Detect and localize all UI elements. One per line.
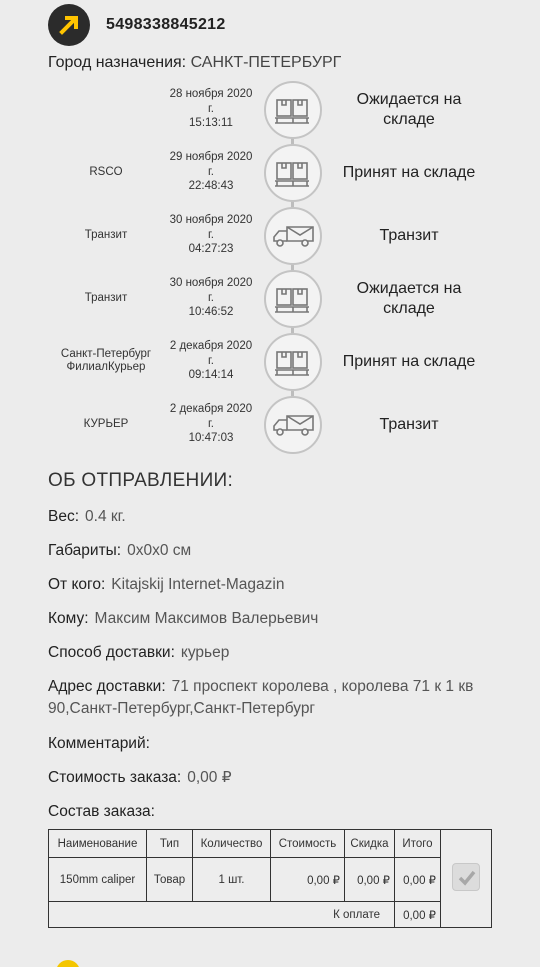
info-label: Габариты: (48, 542, 122, 559)
event-location: КУРЬЕР (83, 418, 129, 430)
event-date-suffix: г. (208, 228, 214, 241)
timeline-event (0, 395, 540, 455)
event-date-suffix: г. (208, 417, 214, 430)
event-date (160, 402, 262, 446)
event-date-day: 29 ноября 2020 (169, 151, 253, 163)
event-date (160, 87, 262, 131)
event-location: Санкт-Петербург ФилиалКурьер (60, 348, 152, 373)
info-label: Способ доставки: (48, 644, 175, 661)
event-status: Принят на складе (342, 164, 476, 181)
event-location: Транзит (84, 292, 128, 304)
info-value: Kitajskij Internet-Magazin (111, 576, 285, 593)
info-label: Состав заказа: (48, 803, 155, 820)
checkbox[interactable] (452, 863, 480, 891)
table-header-row (49, 830, 492, 858)
info-label: От кого: (48, 576, 106, 593)
checkmark-icon (453, 864, 481, 892)
section-title-about: ОБ ОТПРАВЛЕНИИ: (48, 470, 234, 491)
event-status: Транзит (379, 416, 439, 433)
event-status: Ожидается на складе (356, 280, 462, 317)
event-status: Транзит (379, 227, 439, 244)
warehouse-boxes-icon (264, 144, 322, 202)
table-row (49, 858, 492, 902)
info-value: 0,00 ₽ (187, 769, 232, 786)
event-date-day: 28 ноября 2020 (169, 88, 253, 100)
info-recipient (48, 608, 498, 630)
event-date-suffix: г. (208, 102, 214, 115)
event-date-suffix: г. (208, 165, 214, 178)
table-cell-discount: 0,00 ₽ (345, 858, 395, 902)
truck-icon (264, 207, 322, 265)
truck-icon (264, 396, 322, 454)
timeline-event (0, 80, 540, 140)
table-header: Итого (395, 830, 441, 858)
table-cell-name: 150mm caliper (49, 858, 147, 902)
order-table (48, 829, 492, 928)
info-value: Максим Максимов Валерьевич (94, 610, 319, 627)
info-delivery-address (48, 676, 488, 720)
destination-label: Город назначения: (48, 54, 187, 71)
tracking-number: 5498338845212 (106, 16, 226, 33)
info-value: 0x0x0 см (127, 542, 192, 559)
event-date-day: 30 ноября 2020 (169, 277, 253, 289)
table-cell-cost: 0,00 ₽ (271, 858, 345, 902)
logo[interactable] (48, 4, 90, 46)
event-status: Ожидается на складе (356, 91, 462, 128)
event-date-time: 09:14:14 (188, 369, 234, 381)
info-value: 0.4 кг. (85, 508, 126, 525)
timeline-event (0, 269, 540, 329)
select-cell (441, 830, 492, 928)
info-delivery-method (48, 642, 498, 664)
arrow-up-right-icon (58, 14, 80, 36)
info-label: Адрес доставки: (48, 678, 166, 695)
info-label: Комментарий: (48, 735, 150, 752)
table-header: Количество (193, 830, 271, 858)
tracking-timeline (0, 80, 540, 460)
table-footer-label: К оплате (49, 902, 395, 928)
info-label: Стоимость заказа: (48, 769, 182, 786)
event-location: Транзит (84, 229, 128, 241)
info-order-cost (48, 767, 498, 789)
table-footer-row (49, 902, 492, 928)
event-date (160, 276, 262, 320)
info-label: Кому: (48, 610, 89, 627)
info-order-contents (48, 801, 498, 823)
table-cell-total: 0,00 ₽ (395, 858, 441, 902)
event-date-suffix: г. (208, 291, 214, 304)
table-cell-qty: 1 шт. (193, 858, 271, 902)
info-sender (48, 574, 498, 596)
info-label: Вес: (48, 508, 80, 525)
event-date-day: 2 декабря 2020 (169, 403, 253, 415)
warehouse-boxes-icon (264, 81, 322, 139)
info-comment (48, 733, 498, 755)
timeline-event (0, 206, 540, 266)
floating-action-button[interactable] (56, 960, 80, 967)
event-date-time: 22:48:43 (188, 180, 234, 192)
event-date (160, 150, 262, 194)
event-date (160, 339, 262, 383)
warehouse-boxes-icon (264, 333, 322, 391)
event-date-suffix: г. (208, 354, 214, 367)
table-footer-value: 0,00 ₽ (395, 902, 441, 928)
event-status: Принят на складе (342, 353, 476, 370)
warehouse-boxes-icon (264, 270, 322, 328)
header (48, 4, 226, 46)
table-header: Тип (147, 830, 193, 858)
event-date-time: 15:13:11 (189, 117, 233, 129)
table-cell-type: Товар (147, 858, 193, 902)
event-date-time: 04:27:23 (188, 243, 234, 255)
event-date-time: 10:47:03 (188, 432, 234, 444)
event-date-day: 30 ноября 2020 (169, 214, 253, 226)
info-dimensions (48, 540, 498, 562)
event-date-day: 2 декабря 2020 (169, 340, 253, 352)
event-location: RSCO (89, 166, 123, 178)
table-header: Стоимость (271, 830, 345, 858)
table-header: Наименование (49, 830, 147, 858)
timeline-event (0, 143, 540, 203)
table-header: Скидка (345, 830, 395, 858)
event-date (160, 213, 262, 257)
event-date-time: 10:46:52 (188, 306, 234, 318)
destination-value: САНКТ-ПЕТЕРБУРГ (190, 54, 342, 71)
info-value: 71 проспект королева , королева 71 к 1 кв 90,Санкт-Петербург,Санкт-Петербург (48, 678, 474, 717)
destination-city (48, 54, 341, 72)
info-weight (48, 506, 498, 528)
timeline-event (0, 332, 540, 392)
info-value: курьер (180, 644, 230, 661)
